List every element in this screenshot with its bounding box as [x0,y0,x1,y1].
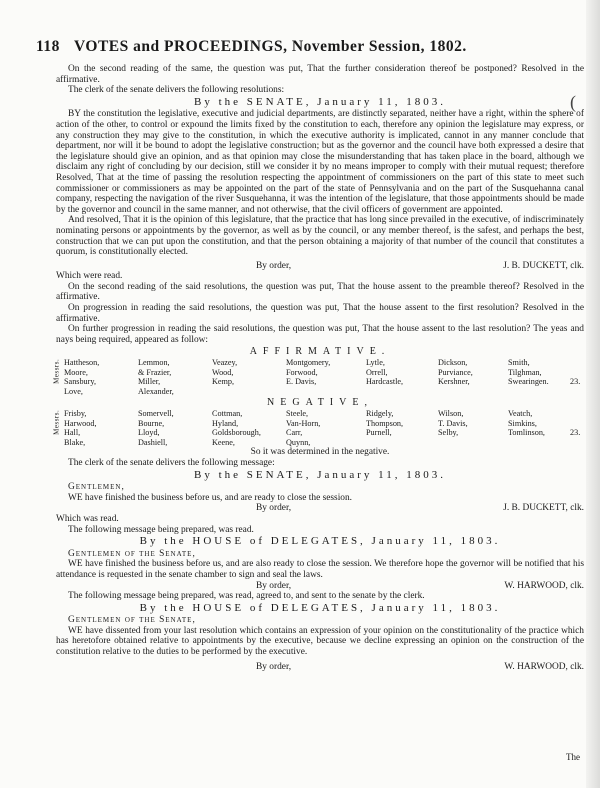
voter-name: Keene, [212,437,235,447]
voter-name: Lloyd, [138,428,160,438]
message-text: WE have finished the business before us, and are also ready to close the session. We therefore hope the governor will be notified that his attendance is requested in the senate chamber to sign and seal the laws. [56,559,584,580]
voter-name: 23. [570,428,581,438]
paragraph: The clerk of the senate delivers the following message: [68,457,275,468]
voter-name: Veazey, [212,358,238,368]
signature-line [56,261,584,272]
voter-name [212,387,286,397]
voter-name: Kershner, [438,377,470,387]
voter-name: Harwood, [64,418,97,428]
salutation: Gentlemen of the Senate, [68,548,196,559]
affirmative-vote-list [52,358,584,396]
message-text: WE have dissented from your last resolution which contains an expression of your opinion on the constitutionality of the practice which has heretofore obtained relative to appointments by the executive, because we decline expressing an opinion on the construction of the constitution relative to the duties to be performed by the executive. [56,625,584,658]
voter-name: Van-Horn, [286,418,321,428]
voter-name: Frisby, [64,409,87,418]
voter-name: & Frazier, [138,367,172,377]
paragraph: On further progression in reading the said resolutions, the question was put, That the house assent to the last resolution? The yeas and nays being required, appeared as follow: [56,324,584,345]
voter-name: Hardcastle, [366,377,404,387]
voter-name [570,387,590,397]
resolution-paragraph: BY the constitution the legislative, executive and judicial departments, are distinctly separated, neither have a right, within the sphere of action of the other, to control or expound the limits fixed by the constitution to each, therefore any opinion the legislature may express, or any construction they may give to the constitution, in which the executive authority is implicated, cannot in any manner conclude that department, nor will it be bound to adopt the legislative construction; but as the governor and the council have both expressed a desire that the legislature should give an opinion, and as that opinion may close the misunderstanding that has taken place in the board, although we disclaim any right of concluding by our decision, still we consider it by no means improper to comply with their mutual request; therefore Resolved, That at the time of passing the resolution respecting the appointment of commissioners on the part of this state to meet such commissioner or commissioners as may be appointed on the part of the state of Pennsylvania and on the part of the Susquehanna canal company, respecting the navigation of the river Susquehanna, it was the intention of the legislature, that those appointments should be made by the governor and council in the same manner, and not otherwise, that the civil officers of government are appointed. [56,109,584,215]
salutation: Gentlemen of the Senate, [68,615,196,626]
paragraph: On progression in reading the said resolutions, the question was put, That the house assent to the first resolution? Resolved in the affirmative. [56,303,584,324]
voter-name: Cottman, [212,409,243,418]
voter-name [438,387,508,397]
messrs-label: Messrs. [52,409,61,435]
voter-name: Hyland, [212,418,239,428]
senate-heading: By the SENATE, January 11, 1803. [193,95,447,108]
voter-name: Smith, [508,358,530,368]
vote-grid [64,358,584,396]
voter-name: Dashiell, [138,437,168,447]
voter-name [508,387,570,397]
voter-name: Thompson, [366,418,404,428]
voter-name [570,358,590,368]
voter-name: Kemp, [212,377,235,387]
determination: So it was determined in the negative. [250,447,390,458]
by-order: By order, [256,260,292,271]
voter-name: Montgomery, [286,358,331,368]
voter-name: Sansbury, [64,377,96,387]
voter-name [570,438,590,448]
negative-vote-list [52,409,584,447]
paragraph: On the second reading of the same, the question was put, That the further consideration thereof be postponed? Resolved in the affirmative. [56,64,584,85]
voter-name: Swearingen. [508,377,549,387]
voter-name: Steele, [286,409,309,418]
voter-name: T. Davis, [438,418,468,428]
voter-name: Wilson, [438,409,464,418]
paragraph: The clerk of the senate delivers the following resolutions: [68,85,285,96]
voter-name: E. Davis, [286,377,317,387]
stray-mark: ( [570,92,576,112]
voter-name: Goldsborough, [212,428,261,438]
messrs-label: Messrs. [52,358,61,384]
voter-name: Miller, [138,377,161,387]
resolution-paragraph: And resolved, That it is the opinion of this legislature, that the practice that has long since prevailed in the executive, of indiscriminately nominating persons or appointments by the governor, as well as by the council, or any member thereof, is the safest, and perhaps the best, construction that we can put upon the constitution, and that the person obtaining a majority of that number of the council that constitutes a quorum, is constitutionally elected. [56,215,584,258]
house-heading: By the HOUSE of DELEGATES, January 11, 1803. [139,535,501,548]
clerk-name: J. B. DUCKETT, clk. [503,503,584,514]
voter-name: Lytle, [366,358,385,368]
affirmative-title: AFFIRMATIVE. [249,346,391,358]
voter-name: Simkins, [508,418,537,428]
voter-name: Hattheson, [64,358,100,368]
signature-line [56,503,584,514]
voter-name: Ridgely, [366,409,394,418]
clerk-name: W. HARWOOD, clk. [504,580,584,591]
vote-grid [64,409,584,447]
voter-name: Forwood, [286,367,318,377]
voter-name: Alexander, [138,386,174,396]
voter-name: Blake, [64,437,86,447]
voter-name [366,438,438,448]
signature-line [56,662,584,673]
senate-heading: By the SENATE, January 11, 1803. [193,468,447,481]
voter-name: Quynn, [286,437,311,447]
paragraph: Which was read. [56,513,119,524]
voter-name: Selby, [438,428,459,438]
voter-name: Bourne, [138,418,165,428]
voter-name: Veatch, [508,409,533,418]
voter-name: Tomlinson, [508,428,545,438]
voter-name: Somervell, [138,409,174,418]
clerk-name: J. B. DUCKETT, clk. [503,260,584,271]
voter-name [570,409,590,419]
clerk-name: W. HARWOOD, clk. [504,661,584,672]
voter-name: Orrell, [366,367,388,377]
catchword: The [566,752,580,762]
salutation: Gentlemen, [68,482,125,493]
voter-name [570,419,590,429]
voter-name [438,438,508,448]
voter-name: Moore, [64,367,88,377]
voter-name: Purnell, [366,428,392,438]
by-order: By order, [256,661,292,672]
voter-name [508,438,570,448]
voter-name [366,387,438,397]
voter-name: Tilghman, [508,367,542,377]
negative-title: NEGATIVE, [267,397,373,409]
voter-name: Dickson, [438,358,468,368]
voter-name: Wood, [212,367,234,377]
by-order: By order, [256,503,292,514]
house-heading: By the HOUSE of DELEGATES, January 11, 1803. [139,601,501,614]
page-header [36,38,584,56]
paragraph: Which were read. [56,271,123,282]
voter-name: Purviance, [438,367,473,377]
signature-line [56,581,584,592]
voter-name [570,368,590,378]
voter-name: 23. [570,377,581,387]
voter-name [286,387,366,397]
by-order: By order, [256,580,292,591]
page-number: 118 [36,38,60,55]
message-text: WE have finished the business before us, and are ready to close the session. [68,492,353,503]
paragraph: The following message being prepared, was read. [68,524,254,535]
voter-name: Lemmon, [138,358,170,368]
running-title: VOTES and PROCEEDINGS, November Session, 1802. [74,38,467,55]
voter-name: Carr, [286,428,303,438]
paragraph: On the second reading of the said resolutions, the question was put, That the house assent to the preamble thereof? Resolved in the affirmative. [56,281,584,303]
paragraph: The following message being prepared, was read, agreed to, and sent to the senate by the clerk. [68,591,425,602]
main-text-column [52,64,584,672]
voter-name: Love, [64,386,83,396]
voter-name: Hall, [64,428,81,438]
